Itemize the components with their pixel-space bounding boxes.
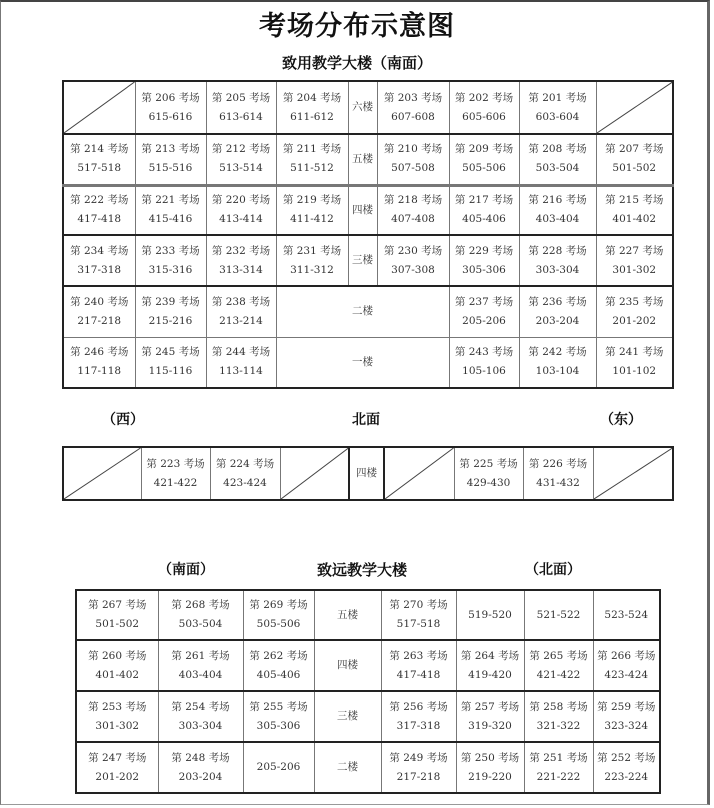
- empty-slash-cell: [596, 81, 673, 134]
- floor-label: 六楼: [348, 81, 377, 134]
- zhiyong-north-table: [62, 446, 674, 501]
- exam-room-cell: 第 216 考场 403-404: [519, 185, 596, 235]
- west-label: （西）: [102, 412, 144, 428]
- exam-room-cell: 第 240 考场 217-218: [63, 286, 135, 337]
- floor-label: 五楼: [348, 134, 377, 185]
- floor-label: 五楼: [314, 590, 381, 640]
- north-side-label: 北面: [352, 412, 380, 428]
- floor-row-3: [63, 235, 673, 286]
- zhiyuan-floor-row-5: [76, 590, 660, 640]
- zhiyuan-building-title: 致远教学大楼: [317, 561, 408, 579]
- empty-slash-cell: [63, 447, 141, 500]
- exam-room-cell: 第 203 考场 607-608: [377, 81, 449, 134]
- exam-room-cell: 第 256 考场 317-318: [381, 691, 456, 742]
- floor-label: 四楼: [348, 185, 377, 235]
- exam-room-cell: 第 214 考场 517-518: [63, 134, 135, 185]
- exam-room-cell: 第 264 考场 419-420: [456, 640, 524, 691]
- exam-room-cell: 第 254 考场 303-304: [158, 691, 243, 742]
- exam-room-cell: 第 242 考场 103-104: [519, 337, 596, 388]
- exam-room-cell: 第 234 考场 317-318: [63, 235, 135, 286]
- exam-room-cell: 第 204 考场 611-612: [276, 81, 348, 134]
- exam-room-cell: 第 220 考场 413-414: [206, 185, 276, 235]
- exam-room-cell: 第 217 考场 405-406: [449, 185, 519, 235]
- exam-room-cell: 第 248 考场 203-204: [158, 742, 243, 793]
- exam-room-cell: 第 232 考场 313-314: [206, 235, 276, 286]
- exam-room-cell: 第 249 考场 217-218: [381, 742, 456, 793]
- exam-room-cell: 第 211 考场 511-512: [276, 134, 348, 185]
- exam-room-cell: 第 241 考场 101-102: [596, 337, 673, 388]
- exam-room-cell: 第 233 考场 315-316: [135, 235, 206, 286]
- empty-slash-cell: [63, 81, 135, 134]
- exam-room-cell: 第 236 考场 203-204: [519, 286, 596, 337]
- exam-room-cell: 第 231 考场 311-312: [276, 235, 348, 286]
- exam-room-cell: 第 262 考场 405-406: [243, 640, 314, 691]
- exam-room-cell: 第 229 考场 305-306: [449, 235, 519, 286]
- exam-room-cell: 第 270 考场 517-518: [381, 590, 456, 640]
- exam-room-cell: 519-520: [456, 590, 524, 640]
- exam-room-cell: 第 268 考场 503-504: [158, 590, 243, 640]
- floor-row-2: [63, 286, 673, 337]
- exam-room-cell: 第 206 考场 615-616: [135, 81, 206, 134]
- exam-room-cell: 第 252 考场 223-224: [593, 742, 660, 793]
- exam-room-cell: 第 237 考场 205-206: [449, 286, 519, 337]
- zhiyong-floor-table: [62, 80, 674, 389]
- floor-label: 二楼: [314, 742, 381, 793]
- exam-room-cell: 第 230 考场 307-308: [377, 235, 449, 286]
- exam-room-cell: 第 210 考场 507-508: [377, 134, 449, 185]
- exam-room-cell: 第 259 考场 323-324: [593, 691, 660, 742]
- exam-room-cell: 第 258 考场 321-322: [524, 691, 593, 742]
- exam-room-cell: 205-206: [243, 742, 314, 793]
- exam-room-cell: 第 213 考场 515-516: [135, 134, 206, 185]
- exam-room-cell: 第 221 考场 415-416: [135, 185, 206, 235]
- empty-slash-cell: [593, 447, 673, 500]
- exam-room-cell: 第 260 考场 401-402: [76, 640, 158, 691]
- exam-room-cell: 第 269 考场 505-506: [243, 590, 314, 640]
- exam-room-cell: 第 247 考场 201-202: [76, 742, 158, 793]
- exam-room-cell: 第 246 考场 117-118: [63, 337, 135, 388]
- exam-room-cell: 第 244 考场 113-114: [206, 337, 276, 388]
- floor-label: 二楼: [276, 286, 449, 337]
- exam-room-cell: 第 208 考场 503-504: [519, 134, 596, 185]
- floor-label: 一楼: [276, 337, 449, 388]
- exam-room-cell: 第 253 考场 301-302: [76, 691, 158, 742]
- exam-room-cell: 第 251 考场 221-222: [524, 742, 593, 793]
- floor-label: 四楼: [349, 447, 384, 500]
- zhiyuan-floor-row-4: [76, 640, 660, 691]
- zhiyong-building-title: 致用教学大楼（南面）: [281, 54, 432, 72]
- exam-room-cell: 第 227 考场 301-302: [596, 235, 673, 286]
- floor-row-4: [63, 185, 673, 235]
- exam-room-cell: 523-524: [593, 590, 660, 640]
- exam-room-cell: 第 261 考场 403-404: [158, 640, 243, 691]
- east-label: （东）: [600, 412, 642, 428]
- exam-room-cell: 第 224 考场 423-424: [210, 447, 280, 500]
- exam-room-cell: 第 243 考场 105-106: [449, 337, 519, 388]
- floor-row-6: [63, 81, 673, 134]
- exam-room-cell: 第 239 考场 215-216: [135, 286, 206, 337]
- exam-room-cell: 第 238 考场 213-214: [206, 286, 276, 337]
- north-label: （北面）: [525, 562, 581, 578]
- floor-row-5: [63, 134, 673, 185]
- exam-room-cell: 第 265 考场 421-422: [524, 640, 593, 691]
- floor-label: 四楼: [314, 640, 381, 691]
- exam-room-cell: 第 228 考场 303-304: [519, 235, 596, 286]
- exam-room-cell: 第 212 考场 513-514: [206, 134, 276, 185]
- exam-room-cell: 第 250 考场 219-220: [456, 742, 524, 793]
- zhiyuan-floor-row-2: [76, 742, 660, 793]
- exam-room-cell: 第 209 考场 505-506: [449, 134, 519, 185]
- exam-room-cell: 第 225 考场 429-430: [454, 447, 523, 500]
- exam-room-cell: 第 267 考场 501-502: [76, 590, 158, 640]
- empty-slash-cell: [384, 447, 454, 500]
- floor-row-1: [63, 337, 673, 388]
- exam-room-cell: 第 215 考场 401-402: [596, 185, 673, 235]
- exam-room-cell: 第 205 考场 613-614: [206, 81, 276, 134]
- zhiyuan-floor-table: [75, 589, 661, 794]
- exam-room-cell: 第 257 考场 319-320: [456, 691, 524, 742]
- exam-room-cell: 第 235 考场 201-202: [596, 286, 673, 337]
- page-title: 考场分布示意图: [259, 11, 455, 42]
- exam-room-cell: 第 218 考场 407-408: [377, 185, 449, 235]
- exam-room-cell: 第 219 考场 411-412: [276, 185, 348, 235]
- zhiyuan-floor-row-3: [76, 691, 660, 742]
- exam-room-cell: 第 223 考场 421-422: [141, 447, 210, 500]
- south-label: （南面）: [158, 562, 214, 578]
- exam-room-cell: 第 226 考场 431-432: [523, 447, 593, 500]
- exam-room-cell: 第 201 考场 603-604: [519, 81, 596, 134]
- exam-room-cell: 第 202 考场 605-606: [449, 81, 519, 134]
- empty-slash-cell: [280, 447, 349, 500]
- exam-room-cell: 第 266 考场 423-424: [593, 640, 660, 691]
- exam-room-cell: 第 263 考场 417-418: [381, 640, 456, 691]
- exam-room-cell: 521-522: [524, 590, 593, 640]
- exam-room-cell: 第 245 考场 115-116: [135, 337, 206, 388]
- exam-room-cell: 第 222 考场 417-418: [63, 185, 135, 235]
- floor-label: 三楼: [348, 235, 377, 286]
- exam-room-cell: 第 255 考场 305-306: [243, 691, 314, 742]
- north-floor-row-4: [63, 447, 673, 500]
- exam-room-cell: 第 207 考场 501-502: [596, 134, 673, 185]
- floor-label: 三楼: [314, 691, 381, 742]
